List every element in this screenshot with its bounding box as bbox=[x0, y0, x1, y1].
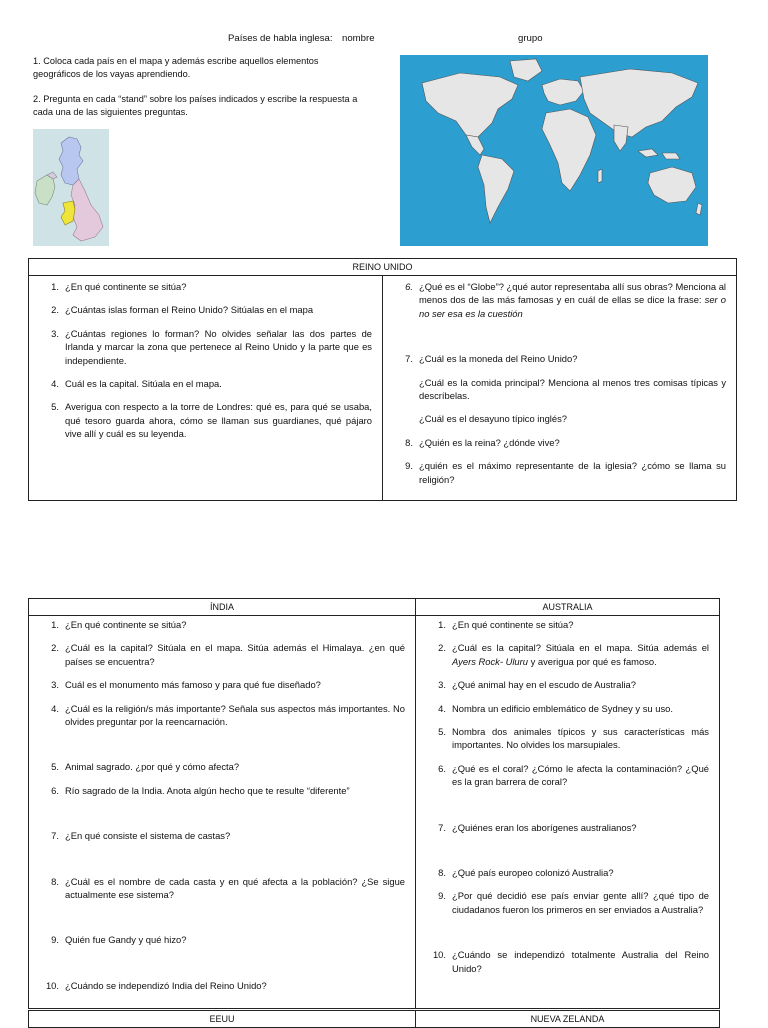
page-title: Países de habla inglesa: bbox=[228, 33, 333, 44]
list-item: 4. ¿Cuál es la religión/s más importante? Señala sus aspectos más importantes. No olvides preguntar por la reencarnación. bbox=[51, 702, 405, 728]
world-map bbox=[400, 55, 708, 246]
india-cell bbox=[29, 616, 416, 1009]
list-item: 10. ¿Cuándo se independizó totalmente Australia del Reino Unido? bbox=[432, 949, 709, 974]
reino-unido-left-cell bbox=[29, 276, 383, 501]
list-item: 4. Nombra un edificio emblemático de Sydney y su uso. bbox=[438, 702, 673, 714]
list-item: ¿Cuál es el desayuno típico inglés? bbox=[419, 413, 568, 425]
list-item: 9. ¿Por qué decidió ese país enviar gente allí? ¿qué tipo de ciudadanos fueron los primeros en ser enviados a Australia? bbox=[438, 890, 709, 915]
list-item: 1. ¿En qué continente se sitúa? bbox=[438, 619, 574, 630]
eeuu-title: EEUU bbox=[29, 1011, 416, 1028]
australia-cell bbox=[416, 616, 720, 1009]
instruction-2: 2. Pregunta en cada “stand” sobre los países indicados y escribe la respuesta a cada una de las siguientes preguntas. bbox=[33, 94, 358, 117]
list-item: 9. Quién fue Gandy y qué hizo? bbox=[51, 934, 187, 946]
united-kingdom-map bbox=[33, 129, 109, 246]
list-item: 8. ¿Quién es la reina? ¿dónde vive? bbox=[405, 436, 560, 448]
list-item: 6. Río sagrado de la India. Anota algún hecho que te resulte “diferente” bbox=[51, 784, 350, 796]
list-item: 2. ¿Cuál es la capital? Sitúala en el mapa. Sitúa además el Ayers Rock- Uluru y averigua por qué es famoso. bbox=[438, 642, 709, 667]
list-item: 9. ¿quién es el máximo representante de la iglesia? ¿cómo se llama su religión? bbox=[405, 460, 727, 485]
list-item: 5. Animal sagrado. ¿por qué y cómo afecta? bbox=[51, 761, 240, 773]
list-item: 1. ¿En qué continente se sitúa? bbox=[51, 281, 187, 292]
india-title: ÍNDIA bbox=[29, 599, 416, 616]
reino-unido-title: REINO UNIDO bbox=[29, 259, 737, 276]
list-item: 3. ¿Qué animal hay en el escudo de Australia? bbox=[438, 679, 636, 691]
eeuu-nz-table bbox=[28, 1010, 720, 1028]
list-item: 10. ¿Cuándo se independizó India del Reino Unido? bbox=[45, 979, 267, 991]
list-item: 7. ¿Cuál es la moneda del Reino Unido? bbox=[405, 353, 578, 365]
list-item: 8. ¿Qué país europeo colonizó Australia? bbox=[438, 867, 614, 879]
reino-unido-right-cell bbox=[383, 276, 737, 501]
list-item: 4. Cuál es la capital. Sitúala en el mapa. bbox=[51, 378, 222, 390]
instruction-1: 1. Coloca cada país en el mapa y además escribe aquellos elementos geográficos de los vayas aprendiendo. bbox=[33, 56, 319, 79]
list-item: 6. ¿Qué es el coral? ¿Cómo le afecta la contaminación? ¿Qué es la gran barrera de coral? bbox=[438, 762, 709, 788]
list-item: 7. ¿En qué consiste el sistema de castas? bbox=[51, 830, 231, 842]
list-item: 3. Cuál es el monumento más famoso y para qué fue diseñado? bbox=[51, 679, 321, 691]
list-item: 5. Averigua con respecto a la torre de Londres: qué es, para qué se usaba, qué tesoro guarda ahora, cómo se llaman sus guardianes, qué pájaro vive allí y cuál es su leyenda. bbox=[51, 401, 372, 440]
list-item: 2. ¿Cuántas islas forman el Reino Unido? Sitúalas en el mapa bbox=[51, 304, 314, 316]
list-item: 8. ¿Cuál es el nombre de cada casta y en qué afecta a la población? ¿Se sigue actualmente ese sistema? bbox=[51, 875, 405, 901]
india-australia-table bbox=[28, 598, 720, 1009]
reino-unido-table bbox=[28, 258, 737, 501]
list-item: 3. ¿Cuántas regiones lo forman? No olvides señalar las dos partes de Irlanda y marcar la zona que pertenece al Reino Unido y la parte que es independiente. bbox=[51, 327, 372, 366]
group-label: grupo bbox=[518, 33, 543, 44]
australia-title: AUSTRALIA bbox=[416, 599, 720, 616]
nueva-zelanda-title: NUEVA ZELANDA bbox=[416, 1011, 720, 1028]
list-item: 2. ¿Cuál es la capital? Sitúala en el mapa. Sitúa además el Himalaya. ¿en qué países se encuentra? bbox=[51, 642, 405, 667]
list-item: 7. ¿Quiénes eran los aborígenes australianos? bbox=[438, 821, 637, 833]
list-item: 1. ¿En qué continente se sitúa? bbox=[51, 619, 187, 630]
list-item: ¿Cuál es la comida principal? Menciona al menos tres comisas típicas y descríbelas. bbox=[419, 376, 727, 402]
instructions bbox=[33, 55, 363, 131]
list-item: 6. ¿Qué es el “Globe”? ¿qué autor representaba allí sus obras? Menciona al menos dos de las más famosas y en cuál de ellas se dice la frase: ser o no ser esa es la cuestión bbox=[405, 281, 727, 319]
list-item: 5. Nombra dos animales típicos y sus características más importantes. No olvides los marsupiales. bbox=[438, 726, 709, 751]
name-label: nombre bbox=[342, 33, 375, 44]
